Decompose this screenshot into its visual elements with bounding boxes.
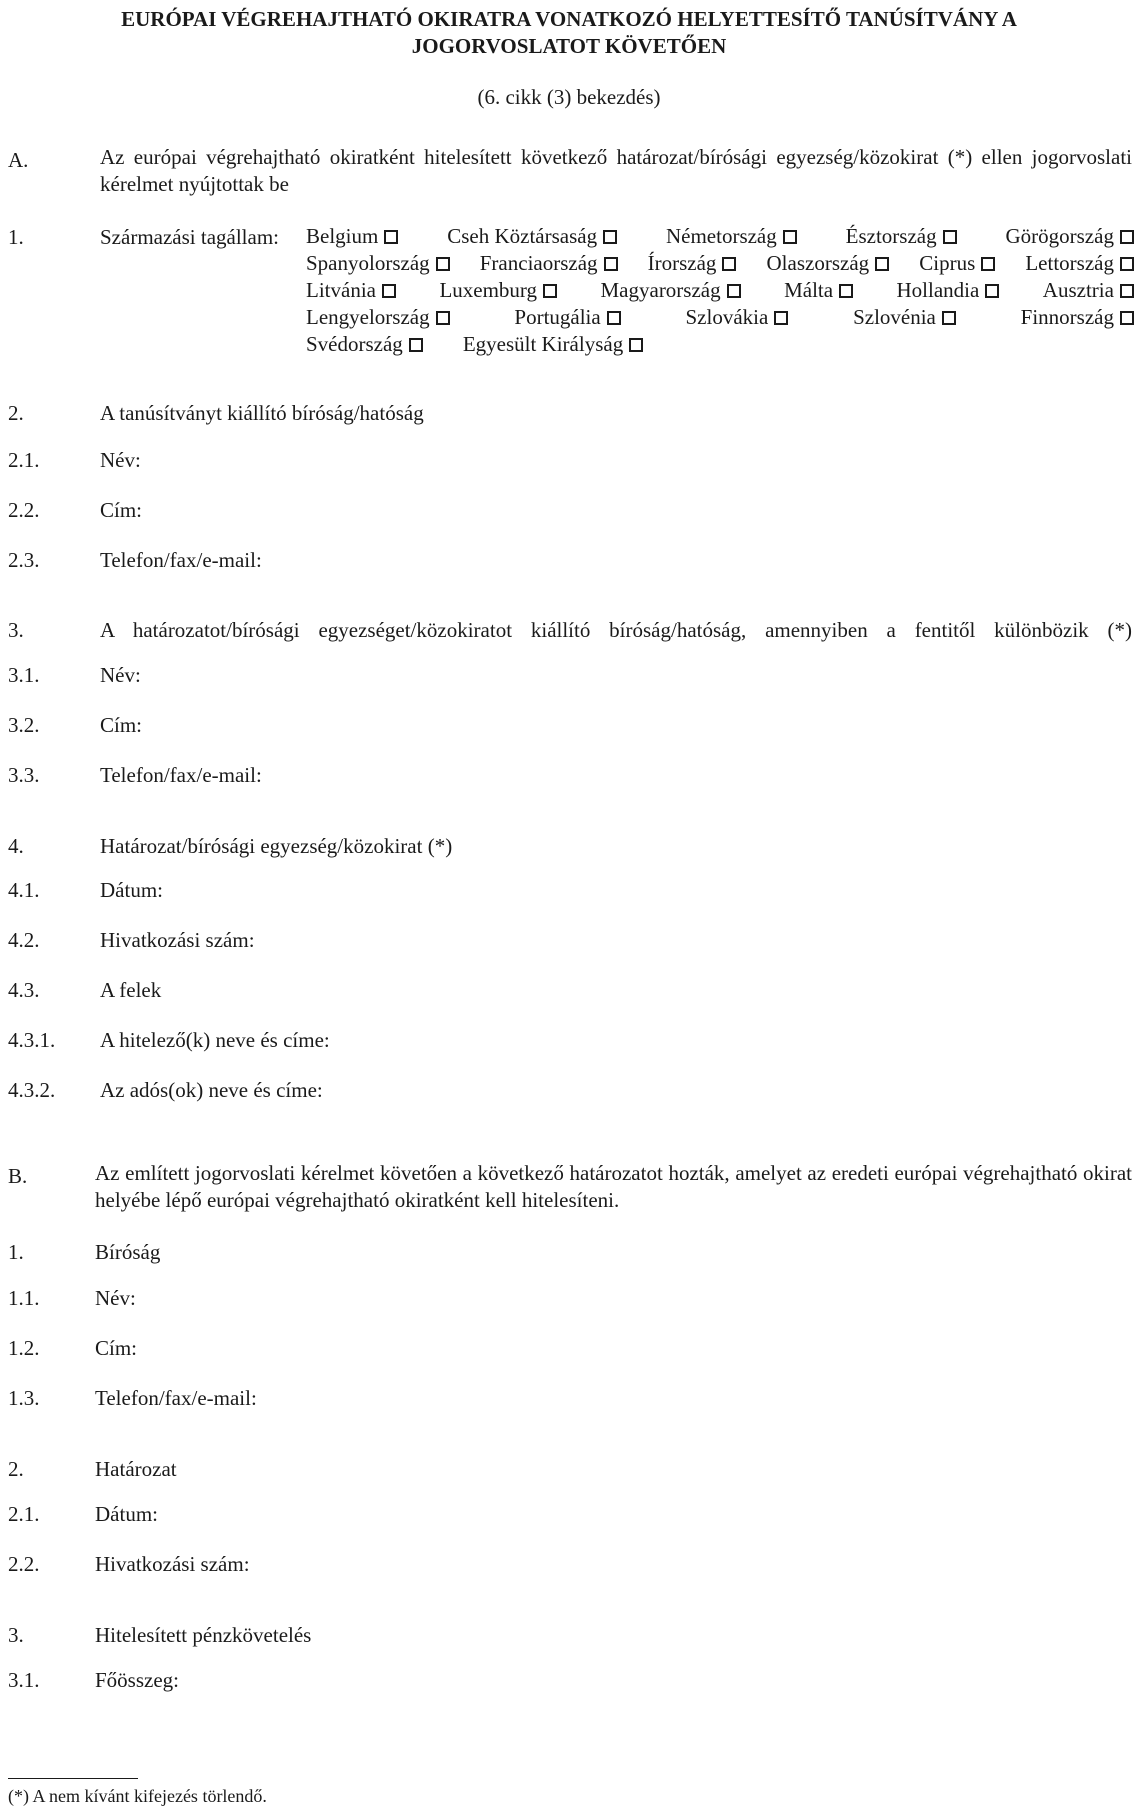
member-state-label: Málta bbox=[784, 278, 834, 302]
a3-1-label: Név: bbox=[100, 663, 141, 687]
member-state-option bbox=[853, 305, 956, 330]
a4-3-2-number: 4.3.2. bbox=[8, 1078, 56, 1102]
member-state-label: Belgium bbox=[306, 224, 379, 248]
b3-number: 3. bbox=[8, 1623, 24, 1647]
member-state-option bbox=[439, 278, 557, 303]
a4-3-1-label: A hitelező(k) neve és címe: bbox=[100, 1028, 330, 1052]
member-state-option bbox=[514, 305, 620, 330]
document-title-line1: EURÓPAI VÉGREHAJTHATÓ OKIRATRA VONATKOZÓ HELYETTESÍTŐ TANÚSÍTVÁNY A bbox=[121, 7, 1017, 31]
b1-1-number: 1.1. bbox=[8, 1286, 40, 1310]
b1-3-label: Telefon/fax/e-mail: bbox=[95, 1386, 257, 1410]
checkbox-icon[interactable] bbox=[722, 257, 736, 271]
member-state-option bbox=[1005, 224, 1133, 249]
member-state-label: Hollandia bbox=[896, 278, 980, 302]
checkbox-icon[interactable] bbox=[875, 257, 889, 271]
document-subtitle: (6. cikk (3) bekezdés) bbox=[477, 85, 661, 109]
b3-label: Hitelesített pénzkövetelés bbox=[95, 1623, 312, 1647]
checkbox-icon[interactable] bbox=[382, 284, 396, 298]
b2-number: 2. bbox=[8, 1457, 24, 1481]
a2-number: 2. bbox=[8, 401, 24, 425]
member-state-label: Franciaország bbox=[479, 251, 598, 275]
a3-2-number: 3.2. bbox=[8, 713, 40, 737]
a2-1-label: Név: bbox=[100, 448, 141, 472]
checkbox-icon[interactable] bbox=[943, 230, 957, 244]
a2-3-label: Telefon/fax/e-mail: bbox=[100, 548, 262, 572]
member-state-option bbox=[897, 278, 1000, 303]
member-state-label: Egyesült Királyság bbox=[462, 332, 624, 356]
b2-2-number: 2.2. bbox=[8, 1552, 40, 1576]
member-state-label: Magyarország bbox=[600, 278, 721, 302]
a4-3-label: A felek bbox=[100, 978, 162, 1002]
a2-2-label: Cím: bbox=[100, 498, 143, 522]
member-state-option bbox=[463, 332, 643, 357]
b1-label: Bíróság bbox=[95, 1240, 161, 1264]
member-state-option bbox=[601, 278, 741, 303]
a4-2-number: 4.2. bbox=[8, 928, 40, 952]
member-state-label: Svédország bbox=[306, 332, 403, 356]
checkbox-icon[interactable] bbox=[1120, 284, 1134, 298]
checkbox-icon[interactable] bbox=[985, 284, 999, 298]
member-state-option bbox=[919, 251, 995, 276]
checkbox-icon[interactable] bbox=[543, 284, 557, 298]
member-state-option bbox=[306, 305, 450, 330]
checkbox-icon[interactable] bbox=[1120, 311, 1134, 325]
member-state-option bbox=[447, 224, 617, 249]
footnote: (*) A nem kívánt kifejezés törlendő. bbox=[8, 1786, 267, 1806]
section-a-number: A. bbox=[8, 148, 29, 172]
checkbox-icon[interactable] bbox=[604, 257, 618, 271]
member-state-option bbox=[1021, 305, 1134, 330]
member-state-option bbox=[306, 278, 396, 303]
member-state-option bbox=[480, 251, 618, 276]
member-state-row bbox=[306, 278, 1134, 303]
checkbox-icon[interactable] bbox=[603, 230, 617, 244]
a4-3-1-number: 4.3.1. bbox=[8, 1028, 56, 1052]
a1-label: Származási tagállam: bbox=[100, 225, 280, 249]
checkbox-icon[interactable] bbox=[1120, 257, 1134, 271]
member-state-label: Szlovákia bbox=[685, 305, 769, 329]
a2-1-number: 2.1. bbox=[8, 448, 40, 472]
footnote-rule bbox=[8, 1778, 138, 1779]
section-a-text: Az európai végrehajtható okiratként hitelesített következő határozat/bírósági egyezség/közokirat (*) ellen jogorvoslati kérelmet nyújtottak be bbox=[100, 145, 1132, 196]
checkbox-icon[interactable] bbox=[436, 257, 450, 271]
member-state-label: Olaszország bbox=[766, 251, 870, 275]
checkbox-icon[interactable] bbox=[727, 284, 741, 298]
a3-3-label: Telefon/fax/e-mail: bbox=[100, 763, 262, 787]
a3-3-number: 3.3. bbox=[8, 763, 40, 787]
b1-number: 1. bbox=[8, 1240, 24, 1264]
member-state-row bbox=[306, 332, 643, 357]
member-state-label: Görögország bbox=[1005, 224, 1114, 248]
member-state-label: Lettország bbox=[1025, 251, 1114, 275]
b2-1-label: Dátum: bbox=[95, 1502, 158, 1526]
checkbox-icon[interactable] bbox=[942, 311, 956, 325]
checkbox-icon[interactable] bbox=[774, 311, 788, 325]
a4-number: 4. bbox=[8, 834, 24, 858]
member-state-label: Litvánia bbox=[306, 278, 376, 302]
a1-number: 1. bbox=[8, 225, 24, 249]
a4-3-number: 4.3. bbox=[8, 978, 40, 1002]
member-state-option bbox=[1025, 251, 1134, 276]
member-state-row bbox=[306, 224, 1134, 249]
member-state-row bbox=[306, 251, 1134, 276]
member-state-option bbox=[767, 251, 890, 276]
member-state-label: Finnország bbox=[1020, 305, 1114, 329]
b3-1-number: 3.1. bbox=[8, 1668, 40, 1692]
member-state-option bbox=[1043, 278, 1134, 303]
member-state-label: Portugália bbox=[514, 305, 601, 329]
b3-1-label: Főösszeg: bbox=[95, 1668, 179, 1692]
member-state-option bbox=[306, 332, 423, 357]
member-state-option bbox=[685, 305, 788, 330]
checkbox-icon[interactable] bbox=[981, 257, 995, 271]
a2-2-number: 2.2. bbox=[8, 498, 40, 522]
checkbox-icon[interactable] bbox=[436, 311, 450, 325]
member-state-label: Spanyolország bbox=[306, 251, 430, 275]
checkbox-icon[interactable] bbox=[409, 338, 423, 352]
b1-2-number: 1.2. bbox=[8, 1336, 40, 1360]
member-state-row bbox=[306, 305, 1134, 330]
checkbox-icon[interactable] bbox=[783, 230, 797, 244]
member-state-label: Németország bbox=[665, 224, 777, 248]
a3-label: A határozatot/bírósági egyezséget/közokiratot kiállító bíróság/hatóság, amennyiben a fentitől különbözik (*) bbox=[100, 618, 1132, 642]
a2-3-number: 2.3. bbox=[8, 548, 40, 572]
a4-label: Határozat/bírósági egyezség/közokirat (*) bbox=[100, 834, 453, 858]
checkbox-icon[interactable] bbox=[839, 284, 853, 298]
section-b-number: B. bbox=[8, 1164, 28, 1188]
b1-1-label: Név: bbox=[95, 1286, 136, 1310]
member-state-label: Írország bbox=[647, 251, 717, 275]
a4-1-label: Dátum: bbox=[100, 878, 163, 902]
checkbox-icon[interactable] bbox=[384, 230, 398, 244]
member-state-option bbox=[648, 251, 737, 276]
member-state-label: Szlovénia bbox=[853, 305, 936, 329]
member-state-label: Lengyelország bbox=[306, 305, 430, 329]
b1-2-label: Cím: bbox=[95, 1336, 138, 1360]
a4-3-2-label: Az adós(ok) neve és címe: bbox=[100, 1078, 323, 1102]
b2-label: Határozat bbox=[95, 1457, 177, 1481]
member-state-option bbox=[666, 224, 797, 249]
member-state-label: Cseh Köztársaság bbox=[447, 224, 598, 248]
section-b-text: Az említett jogorvoslati kérelmet követően a következő határozatot hozták, amelyet az eredeti európai végrehajtható okirat helyébe lépő európai végrehajtható okiratként kell hitelesíteni. bbox=[95, 1161, 1132, 1212]
member-state-option bbox=[784, 278, 853, 303]
member-state-option bbox=[306, 224, 398, 249]
checkbox-icon[interactable] bbox=[607, 311, 621, 325]
a3-number: 3. bbox=[8, 618, 24, 642]
member-state-label: Észtország bbox=[845, 224, 937, 248]
member-state-label: Luxemburg bbox=[439, 278, 538, 302]
checkbox-icon[interactable] bbox=[629, 338, 643, 352]
a3-1-number: 3.1. bbox=[8, 663, 40, 687]
member-state-option bbox=[846, 224, 957, 249]
document-title-line2: JOGORVOSLATOT KÖVETŐEN bbox=[411, 34, 727, 58]
member-state-option bbox=[306, 251, 450, 276]
member-state-label: Ciprus bbox=[919, 251, 976, 275]
a2-label: A tanúsítványt kiállító bíróság/hatóság bbox=[100, 401, 424, 425]
a4-2-label: Hivatkozási szám: bbox=[100, 928, 255, 952]
a3-2-label: Cím: bbox=[100, 713, 143, 737]
b1-3-number: 1.3. bbox=[8, 1386, 40, 1410]
checkbox-icon[interactable] bbox=[1120, 230, 1134, 244]
member-state-label: Ausztria bbox=[1042, 278, 1114, 302]
b2-1-number: 2.1. bbox=[8, 1502, 40, 1526]
a4-1-number: 4.1. bbox=[8, 878, 40, 902]
b2-2-label: Hivatkozási szám: bbox=[95, 1552, 250, 1576]
